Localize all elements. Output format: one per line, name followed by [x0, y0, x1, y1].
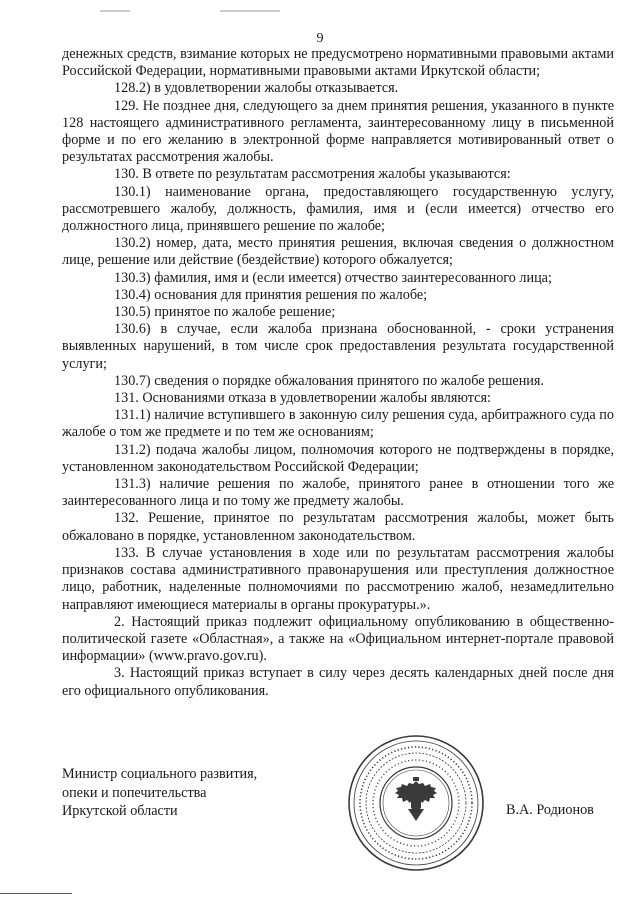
paragraph: 131.2) подача жалобы лицом, полномочия которого не подтверждены в порядке, установленном законодательством Российской Федерации;: [62, 441, 614, 475]
signature-line: опеки и попечительства: [62, 784, 207, 801]
document-body: [62, 46, 614, 700]
page-number: 9: [316, 31, 324, 46]
paragraph: 130. В ответе по результатам рассмотрения жалобы указываются:: [114, 166, 511, 183]
paragraph: 131.3) наличие решения по жалобе, принятого ранее в отношении того же заинтересованного лица и по тому же предмету жалобы.: [62, 476, 614, 510]
paragraph: 130.6) в случае, если жалоба признана обоснованной, - сроки устранения выявленных нарушений, в том числе срок предоставления результата государственной услуги;: [62, 321, 614, 372]
paragraph: 131. Основаниями отказа в удовлетворении жалобы являются:: [114, 390, 491, 407]
signer-name: В.А. Родионов: [506, 802, 594, 818]
paragraph: 3. Настоящий приказ вступает в силу через десять календарных дней после дня его официального опубликования.: [62, 665, 614, 699]
official-seal: [346, 733, 486, 873]
signature-block: [62, 765, 362, 821]
paragraph: 130.5) принятое по жалобе решение;: [114, 304, 336, 321]
paragraph: 130.7) сведения о порядке обжалования принятого по жалобе решения.: [114, 372, 544, 389]
paragraph: 133. В случае установления в ходе или по результатам рассмотрения жалобы признаков состава административного правонарушения или преступления должностное лицо, работник, наделенные полномочиями по рассмотрению жалоб, незамедлительно направляют имеющиеся материалы в органы прокуратуры.».: [62, 544, 614, 613]
paragraph: 2. Настоящий приказ подлежит официальному опубликованию в общественно-политической газете «Областная», а также на «Официальном интернет-портале правовой информации» (www.pravo.gov.ru).: [62, 613, 614, 665]
paragraph: 132. Решение, принятое по результатам рассмотрения жалобы, может быть обжаловано в порядке, установленном законодательством.: [62, 510, 614, 544]
paragraph: 131.1) наличие вступившего в законную силу решения суда, арбитражного суда по жалобе о том же предмете и по тем же основаниям;: [62, 407, 614, 441]
paragraph: 130.2) номер, дата, место принятия решения, включая сведения о должностном лице, решение или действие (бездействие) которого обжалуется;: [62, 235, 614, 269]
signature-line: Министр социального развития,: [62, 766, 258, 782]
paragraph: 128.2) в удовлетворении жалобы отказывается.: [114, 80, 399, 97]
signature-line: Иркутской области: [62, 803, 178, 820]
paragraph: денежных средств, взимание которых не предусмотрено нормативными правовыми актами Российской Федерации, нормативными правовыми актами Иркутской области;: [62, 46, 614, 80]
paragraph: 130.3) фамилия, имя и (если имеется) отчество заинтересованного лица;: [114, 269, 552, 286]
scan-artifact-top: [100, 0, 300, 3]
footer-rule: [0, 893, 72, 894]
paragraph: 129. Не позднее дня, следующего за днем принятия решения, указанного в пункте 128 настоящего административного регламента, заинтересованному лицу в письменной форме и по его желанию в электронной форме направляется мотивированный ответ о результатах рассмотрения жалобы.: [62, 97, 614, 166]
paragraph: 130.1) наименование органа, предоставляющего государственную услугу, рассмотревшего жалобу, должность, фамилия, имя и (если имеется) отчество его должностного лица, принявшего решение по жалобе;: [62, 183, 614, 235]
paragraph: 130.4) основания для принятия решения по жалобе;: [114, 286, 428, 303]
